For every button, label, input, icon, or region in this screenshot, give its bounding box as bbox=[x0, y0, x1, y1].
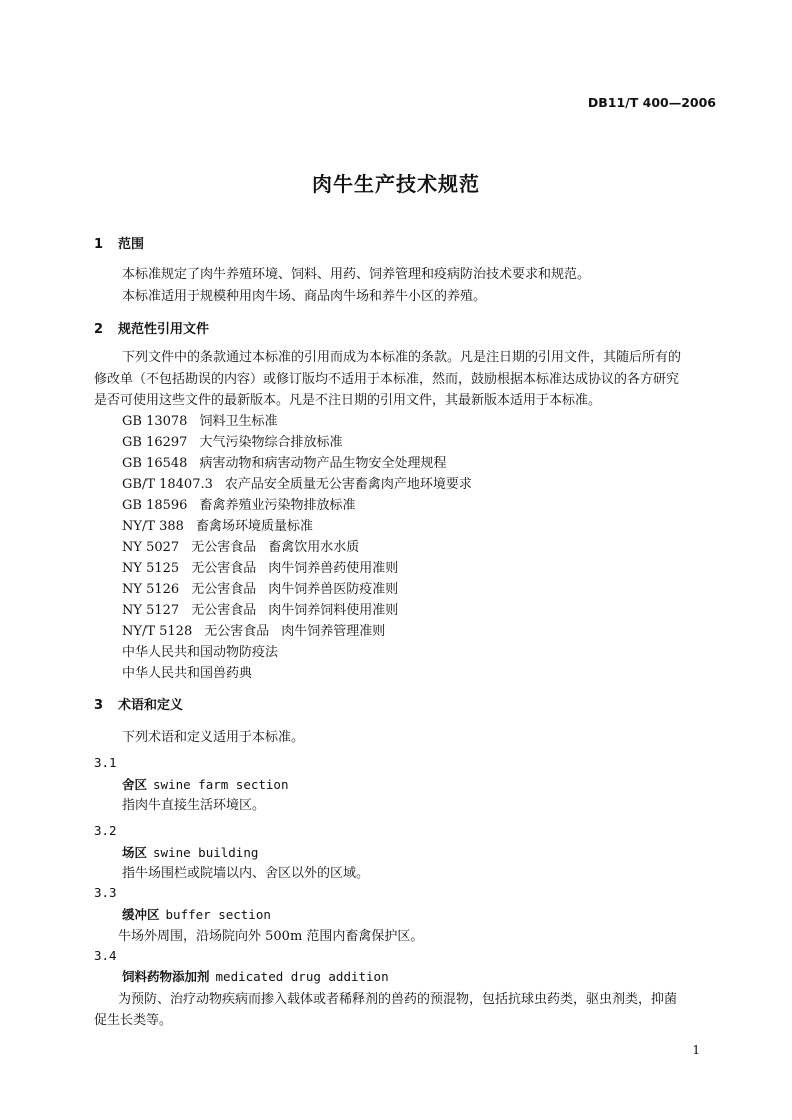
reference-subtitle: 无公害食品 bbox=[191, 582, 257, 597]
reference-item bbox=[122, 494, 355, 513]
term-number: 3.3 bbox=[94, 885, 117, 900]
reference-name: 中华人民共和国动物防疫法 bbox=[122, 645, 279, 660]
term-heading bbox=[122, 905, 271, 923]
reference-subtitle: 无公害食品 bbox=[204, 624, 270, 639]
reference-name: 畜禽场环境质量标准 bbox=[195, 519, 313, 534]
reference-name: 肉牛饲养兽医防疫准则 bbox=[268, 582, 399, 597]
section-title: 范围 bbox=[118, 237, 145, 252]
term-number: 3.4 bbox=[94, 948, 117, 963]
section-number: 1 bbox=[94, 237, 104, 252]
reference-item bbox=[122, 641, 278, 660]
reference-code: GB 16297 bbox=[122, 435, 188, 450]
term-definition: 牛场外周围，沿场院向外 500m 范围内畜禽保护区。 bbox=[118, 929, 424, 944]
term-chinese: 舍区 bbox=[122, 777, 148, 792]
term-heading bbox=[122, 775, 288, 793]
section-heading-normative-references bbox=[94, 318, 209, 337]
reference-name: 畜禽养殖业污染物排放标准 bbox=[199, 498, 356, 513]
term-chinese: 场区 bbox=[122, 845, 148, 860]
reference-item bbox=[122, 473, 472, 492]
reference-item bbox=[122, 599, 398, 618]
reference-item bbox=[122, 515, 313, 534]
reference-name: 畜禽饮用水水质 bbox=[268, 540, 360, 555]
section-heading-scope bbox=[94, 233, 144, 252]
reference-code: NY 5125 bbox=[122, 561, 180, 576]
section-number: 3 bbox=[94, 698, 104, 713]
term-number: 3.2 bbox=[94, 823, 117, 838]
paragraph: 下列术语和定义适用于本标准。 bbox=[122, 730, 305, 745]
reference-code: NY/T 5128 bbox=[122, 624, 193, 639]
reference-name: 农产品安全质量无公害畜禽肉产地环境要求 bbox=[224, 477, 472, 492]
reference-name: 饲料卫生标准 bbox=[199, 414, 278, 429]
reference-item bbox=[122, 452, 446, 471]
reference-item bbox=[122, 662, 252, 681]
reference-name: 中华人民共和国兽药典 bbox=[122, 666, 253, 681]
section-number: 2 bbox=[94, 322, 104, 337]
term-definition: 指牛场围栏或院墙以内、舍区以外的区域。 bbox=[122, 866, 370, 881]
reference-subtitle: 无公害食品 bbox=[191, 540, 257, 555]
paragraph: 本标准规定了肉牛养殖环境、饲料、用药、饲养管理和疫病防治技术要求和规范。 bbox=[122, 267, 591, 282]
reference-item bbox=[122, 536, 359, 555]
paragraph: 是否可使用这些文件的最新版本。凡是不注日期的引用文件，其最新版本适用于本标准。 bbox=[94, 393, 602, 408]
term-english: swine farm section bbox=[153, 777, 289, 792]
reference-name: 病害动物和病害动物产品生物安全处理规程 bbox=[199, 456, 447, 471]
reference-code: GB/T 18407.3 bbox=[122, 477, 213, 492]
reference-code: GB 16548 bbox=[122, 456, 188, 471]
paragraph: 修改单（不包括勘误的内容）或修订版均不适用于本标准，然而，鼓励根据本标准达成协议的各方研究 bbox=[94, 372, 680, 387]
paragraph: 下列文件中的条款通过本标准的引用而成为本标准的条款。凡是注日期的引用文件，其随后所有的 bbox=[122, 350, 682, 365]
term-definition: 促生长类等。 bbox=[94, 1013, 173, 1028]
reference-subtitle: 无公害食品 bbox=[191, 603, 257, 618]
section-heading-terms bbox=[94, 694, 183, 713]
paragraph: 本标准适用于规模种用肉牛场、商品肉牛场和养牛小区的养殖。 bbox=[122, 289, 487, 304]
standard-code: DB11/T 400—2006 bbox=[587, 95, 716, 110]
reference-item bbox=[122, 557, 398, 576]
term-heading bbox=[122, 967, 389, 985]
term-english: buffer section bbox=[165, 907, 271, 922]
document-title: 肉牛生产技术规范 bbox=[312, 172, 480, 196]
section-title: 规范性引用文件 bbox=[118, 322, 210, 337]
reference-code: NY/T 388 bbox=[122, 519, 184, 534]
reference-code: NY 5127 bbox=[122, 603, 180, 618]
reference-item bbox=[122, 578, 398, 597]
reference-item bbox=[122, 431, 342, 450]
term-definition: 指肉牛直接生活环境区。 bbox=[122, 798, 266, 813]
reference-code: GB 18596 bbox=[122, 498, 188, 513]
term-english: medicated drug addition bbox=[215, 969, 389, 984]
reference-name: 大气污染物综合排放标准 bbox=[199, 435, 343, 450]
reference-subtitle: 无公害食品 bbox=[191, 561, 257, 576]
reference-name: 肉牛饲养管理准则 bbox=[281, 624, 386, 639]
term-chinese: 饲料药物添加剂 bbox=[122, 969, 210, 984]
reference-code: GB 13078 bbox=[122, 414, 188, 429]
term-heading bbox=[122, 843, 258, 861]
reference-code: NY 5126 bbox=[122, 582, 180, 597]
term-definition: 为预防、治疗动物疾病而掺入载体或者稀释剂的兽药的预混物，包括抗球虫药类，驱虫剂类，抑菌 bbox=[118, 992, 678, 1007]
reference-item bbox=[122, 410, 277, 429]
page-number: 1 bbox=[692, 1043, 700, 1057]
reference-name: 肉牛饲养兽药使用准则 bbox=[268, 561, 399, 576]
term-number: 3.1 bbox=[94, 755, 117, 770]
reference-item bbox=[122, 620, 385, 639]
term-english: swine building bbox=[153, 845, 259, 860]
reference-code: NY 5027 bbox=[122, 540, 180, 555]
section-title: 术语和定义 bbox=[118, 698, 184, 713]
term-chinese: 缓冲区 bbox=[122, 907, 160, 922]
reference-name: 肉牛饲养饲料使用准则 bbox=[268, 603, 399, 618]
